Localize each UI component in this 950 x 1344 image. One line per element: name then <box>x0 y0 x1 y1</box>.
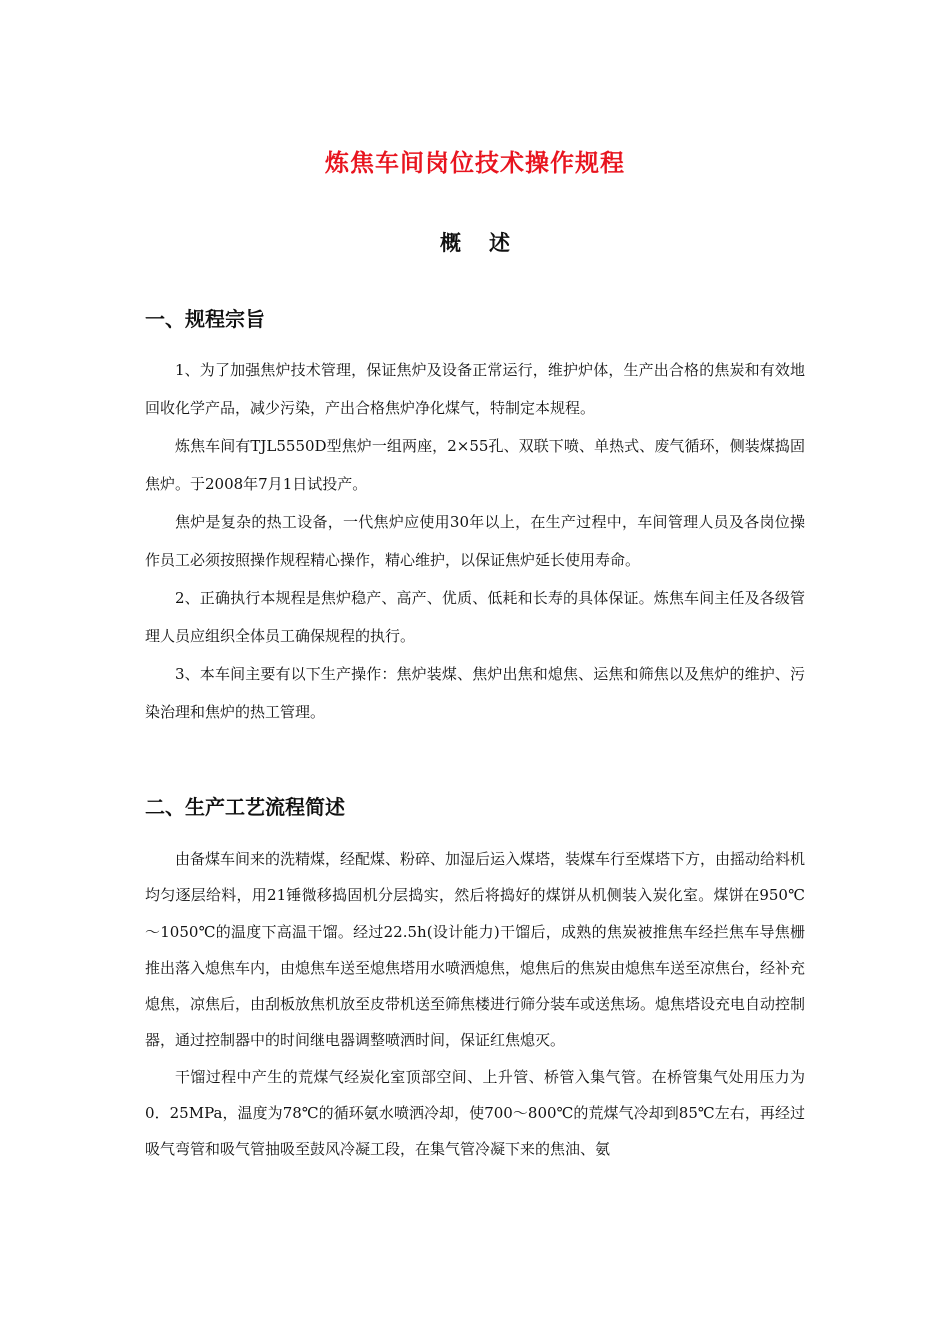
paragraph: 炼焦车间有TJL5550D型焦炉一组两座，2×55孔、双联下喷、单热式、废气循环，侧装煤捣固焦炉。于2008年7月1日试投产。 <box>145 437 805 493</box>
paragraph: 3、本车间主要有以下生产操作：焦炉装煤、焦炉出焦和熄焦、运焦和筛焦以及焦炉的维护、污染治理和焦炉的热工管理。 <box>145 665 805 721</box>
section-process-body <box>145 841 805 1168</box>
paragraph: 干馏过程中产生的荒煤气经炭化室顶部空间、上升管、桥管入集气管。在桥管集气处用压力为0．25MPa，温度为78℃的循环氨水喷洒冷却，使700～800℃的荒煤气冷却到85℃左右，再经过吸气弯管和吸气管抽吸至鼓风冷凝工段，在集气管冷凝下来的焦油、氨 <box>145 1067 805 1159</box>
document-title: 炼焦车间岗位技术操作规程 <box>325 149 625 177</box>
section-heading-process: 二、生产工艺流程简述 <box>145 795 345 819</box>
section-heading-purpose: 一、规程宗旨 <box>145 307 265 331</box>
paragraph: 由备煤车间来的洗精煤，经配煤、粉碎、加湿后运入煤塔，装煤车行至煤塔下方，由摇动给料机均匀逐层给料，用21锤微移捣固机分层捣实，然后将捣好的煤饼从机侧装入炭化室。煤饼在950℃～1050℃的温度下高温干馏。经过22.5h(设计能力)干馏后，成熟的焦炭被推焦车经拦焦车导焦栅推出落入熄焦车内，由熄焦车送至熄焦塔用水喷洒熄焦，熄焦后的焦炭由熄焦车送至凉焦台，经补充熄焦，凉焦后，由刮板放焦机放至皮带机送至筛焦楼进行筛分装车或送焦场。熄焦塔设充电自动控制器，通过控制器中的时间继电器调整喷洒时间，保证红焦熄灭。 <box>145 850 806 1050</box>
paragraph: 2、正确执行本规程是焦炉稳产、高产、优质、低耗和长寿的具体保证。炼焦车间主任及各级管理人员应组织全体员工确保规程的执行。 <box>145 589 805 645</box>
section-purpose-body <box>145 351 805 731</box>
paragraph: 焦炉是复杂的热工设备，一代焦炉应使用30年以上，在生产过程中，车间管理人员及各岗位操作员工必须按照操作规程精心操作，精心维护，以保证焦炉延长使用寿命。 <box>145 513 805 569</box>
paragraph: 1、为了加强焦炉技术管理，保证焦炉及设备正常运行，维护炉体，生产出合格的焦炭和有效地回收化学产品，减少污染，产出合格焦炉净化煤气，特制定本规程。 <box>145 361 805 417</box>
overview-heading: 概述 <box>440 231 538 255</box>
